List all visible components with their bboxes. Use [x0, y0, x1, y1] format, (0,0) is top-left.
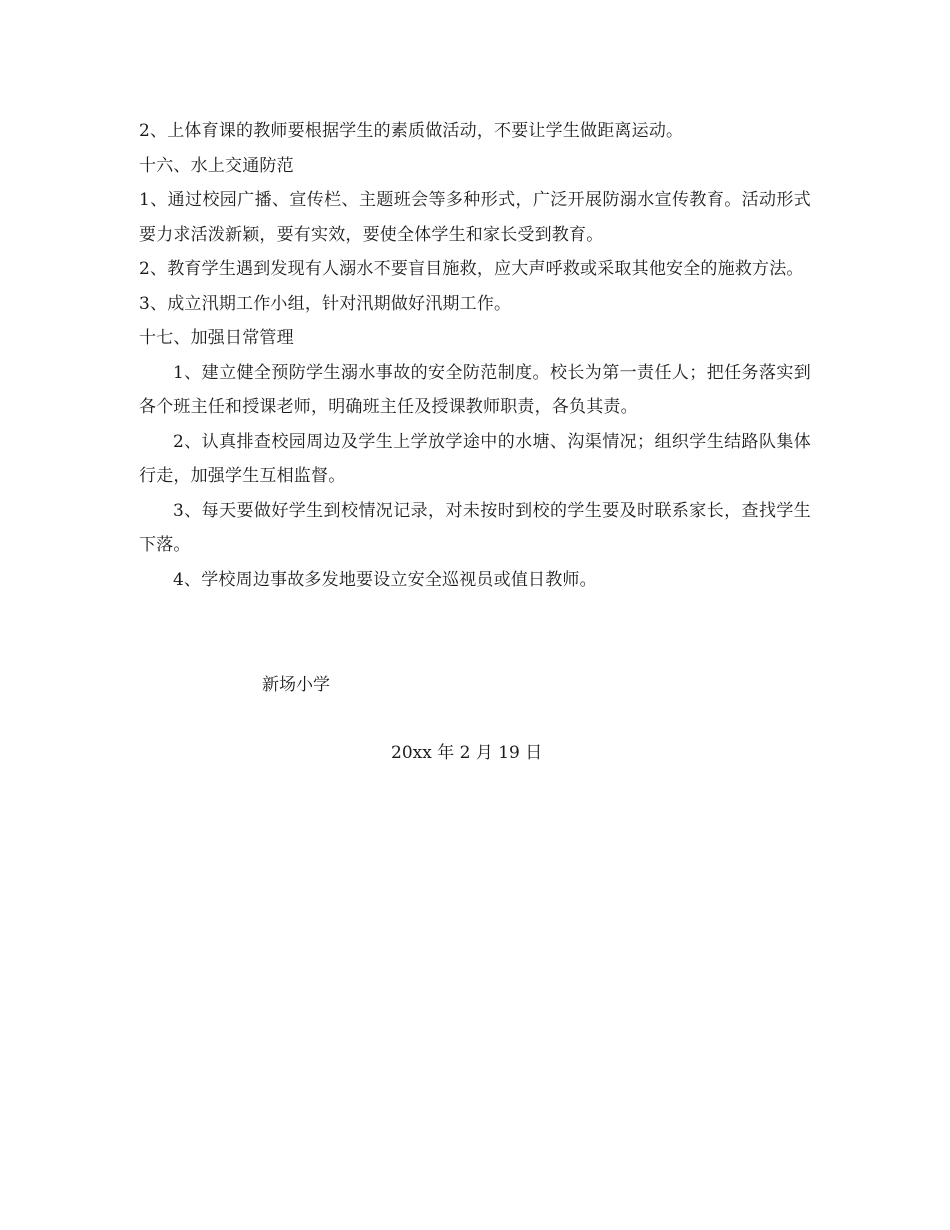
- paragraph-inspection: 2、认真排查校园周边及学生上学放学途中的水塘、沟渠情况；组织学生结路队集体行走，加强学生互相监督。: [139, 431, 811, 486]
- document-body: [139, 114, 811, 597]
- section-heading-water-traffic: 十六、水上交通防范: [139, 155, 294, 176]
- paragraph-flood-team: 3、成立汛期工作小组，针对汛期做好汛期工作。: [139, 293, 512, 314]
- paragraph-attendance: 3、每天要做好学生到校情况记录，对未按时到校的学生要及时联系家长，查找学生下落。: [139, 500, 811, 555]
- paragraph-publicity: 1、通过校园广播、宣传栏、主题班会等多种形式，广泛开展防溺水宣传教育。活动形式要力求活泼新颖，要有实效，要使全体学生和家长受到教育。: [139, 190, 811, 245]
- paragraph-rescue: 2、教育学生遇到发现有人溺水不要盲目施救，应大声呼救或采取其他安全的施救方法。: [139, 259, 804, 279]
- paragraph-pe-teacher: 2、上体育课的教师要根据学生的素质做活动，不要让学生做距离运动。: [139, 121, 684, 141]
- signature-school-name: 新场小学: [262, 675, 330, 695]
- paragraph-patrol: 4、学校周边事故多发地要设立安全巡视员或值日教师。: [173, 569, 597, 590]
- paragraph-safety-system: 1、建立健全预防学生溺水事故的安全防范制度。校长为第一责任人；把任务落实到各个班主任和授课老师，明确班主任及授课教师职责，各负其责。: [139, 362, 811, 417]
- section-heading-daily-management: 十七、加强日常管理: [139, 328, 294, 348]
- signature-date: 20xx 年 2 月 19 日: [391, 743, 543, 763]
